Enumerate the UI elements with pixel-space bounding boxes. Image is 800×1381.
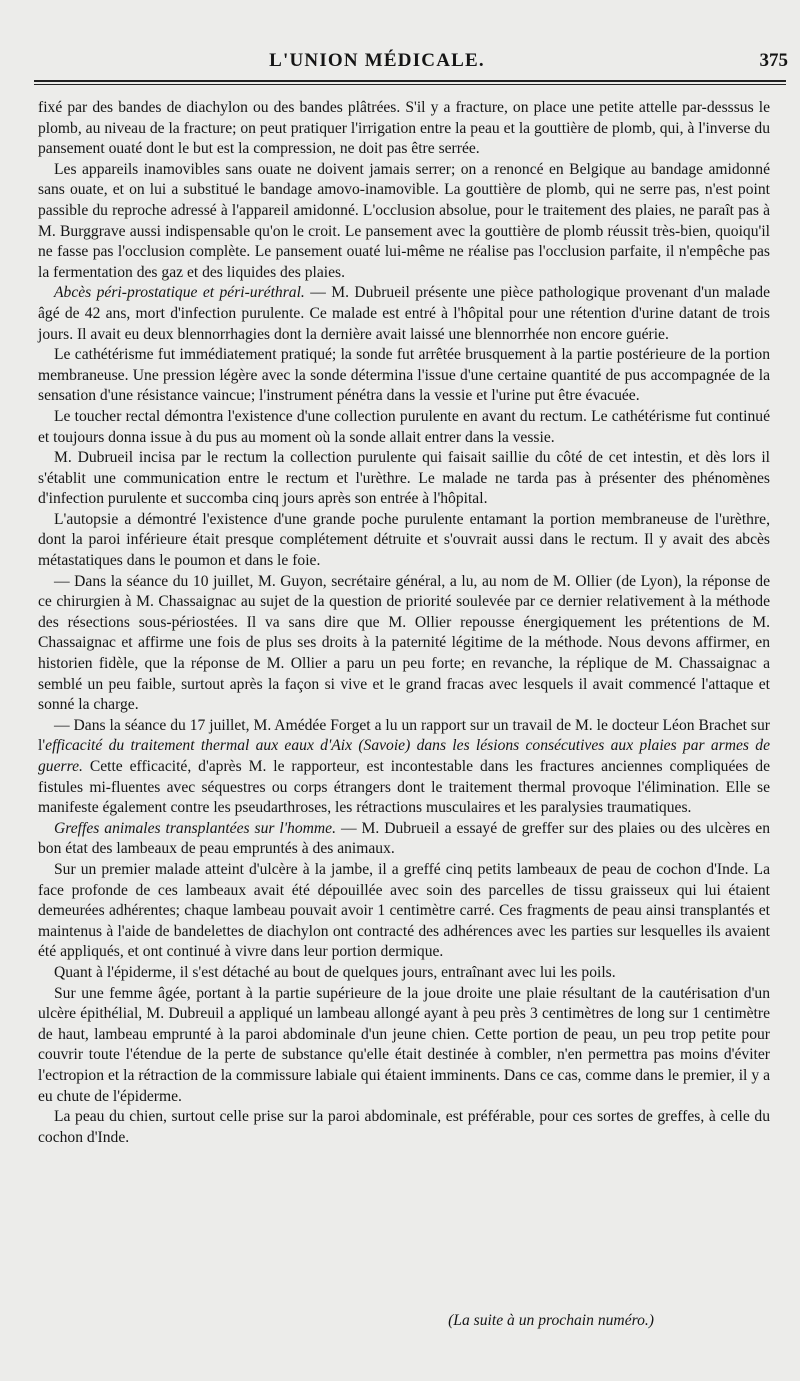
paragraph: Greffes animales transplantées sur l'homme. — M. Dubrueil a essayé de greffer sur des plaies ou des ulcères en bon état des lambeaux de peau empruntés à des animaux. <box>38 819 770 858</box>
paragraph: Abcès péri-prostatique et péri-uréthral. — M. Dubrueil présente une pièce pathologique provenant d'un malade âgé de 42 ans, mort d'infection purulente. Ce malade est entré à l'hôpital pour une rétention d'urine datant de trois jours. Il avait eu deux blennorrhagies dont la dernière avait laissé une blennorrhée non encore guérie. <box>38 284 771 343</box>
paragraph: La peau du chien, surtout celle prise sur la paroi abdominale, est préférable, pour ces sortes de greffes, à celle du cochon d'Inde. <box>38 1108 770 1146</box>
page-number: 375 <box>759 50 788 71</box>
paragraph: Le toucher rectal démontra l'existence d'une collection purulente en avant du rectum. Le cathétérisme fut continué et toujours donna issue à du pus au moment où la sonde allait entrer dans la vessie. <box>38 407 770 446</box>
paragraph: M. Dubrueil incisa par le rectum la collection purulente qui faisait saillie du côté de cet intestin, et dès lors il s'établit une communication entre le rectum et l'urèthre. Le malade ne tarda pas à présenter des phénomènes d'infection purulente et succomba cinq jours après son entrée à l'hôpital. <box>38 449 770 508</box>
paragraph: — Dans la séance du 17 juillet, M. Amédée Forget a lu un rapport sur un travail de M. le docteur Léon Brachet sur l'efficacité du traitement thermal aux eaux d'Aix (Savoie) dans les lésions consécutives aux plaies par armes de guerre. Cette efficacité, d'après M. le rapporteur, est incontestable dans les fractures anciennes compliquées de fistules mi-fluentes avec séquestres ou corps étrangers dont le traitement thermal provoque l'élimination. Elle se manifeste également contre les pseudarthroses, les rétractions musculaires et les paralysies traumatiques. <box>38 716 770 817</box>
page-header <box>36 50 788 78</box>
continuation-note: (La suite à un prochain numéro.) <box>448 1312 654 1329</box>
section-heading: Greffes animales transplantées sur l'homme. <box>54 819 336 837</box>
paragraph: Les appareils inamovibles sans ouate ne doivent jamais serrer; on a renoncé en Belgique au bandage amidonné sans ouate, et on lui a substitué le bandage amovo-inamovible. La gouttière de plomb, qui ne serre pas, n'est point passible du reproche adressé à l'appareil amidonné. L'occlusion absolue, pour le traitement des plaies, ne paraît pas à M. Burggrave aussi indispensable qu'on le croit. Le pansement avec la gouttière de plomb réussit très-bien, quoiqu'il ne fasse pas l'occlusion complète. Le pansement ouaté lui-même ne réalise pas l'occlusion parfaite, il n'empêche pas la fermentation des gaz et des liquides des plaies. <box>38 160 770 281</box>
paragraph: — Dans la séance du 10 juillet, M. Guyon, secrétaire général, a lu, au nom de M. Ollier (de Lyon), la réponse de ce chirurgien à M. Chassaignac au sujet de la question de priorité soulevée par ce dernier relativement à la méthode des résections sous-périostées. Il va sans dire que M. Ollier repousse énergiquement les prétentions de M. Chassaignac et affirme une fois de plus ses droits à la paternité légitime de la méthode. Nous devons affirmer, en historien fidèle, que la réponse de M. Ollier a paru un peu forte; en revanche, la réplique de M. Chassaignac a semblé un peu faible, surtout après la façon si vive et le grand fracas avec lesquels il avait commencé l'attaque et sonné la charge. <box>38 572 770 714</box>
cited-title: efficacité du traitement thermal aux eaux d'Aix (Savoie) dans les lésions consécutives aux plaies par armes de guerre. <box>38 737 770 775</box>
running-title: L'UNION MÉDICALE. <box>269 50 485 71</box>
header-rule-thin <box>34 84 786 85</box>
section-heading: Abcès péri-prostatique et péri-uréthral. <box>54 284 305 302</box>
header-rule-thick <box>34 80 786 82</box>
article-body <box>38 98 770 1148</box>
paragraph: Sur une femme âgée, portant à la partie supérieure de la joue droite une plaie résultant de la cautérisation d'un ulcère épithélial, M. Dubreuil a appliqué un lambeau allongé ayant à peu près 3 centimètres de long sur 1 centimètre de haut, lambeau emprunté à la paroi abdominale d'un jeune chien. Cette portion de peau, un peu trop petite pour couvrir toute l'étendue de la perte de substance qu'elle était destinée à combler, n'en permettra pas moins d'éviter l'ectropion et la rétraction de la commissure labiale qui étaient imminents. Dans ce cas, comme dans le premier, il y a eu chute de l'épiderme. <box>38 984 770 1105</box>
paragraph: fixé par des bandes de diachylon ou des bandes plâtrées. S'il y a fracture, on place une petite attelle par-desssus le plomb, au niveau de la fracture; on peut pratiquer l'irrigation entre la peau et la gouttière de plomb, qui, à l'inverse du pansement ouaté dont le but est la compression, ne doit pas être serrée. <box>38 99 770 158</box>
paragraph: Quant à l'épiderme, il s'est détaché au bout de quelques jours, entraînant avec lui les poils. <box>54 963 616 981</box>
paragraph: Sur un premier malade atteint d'ulcère à la jambe, il a greffé cinq petits lambeaux de peau de cochon d'Inde. La face profonde de ces lambeaux avait été dépouillée avec soin des parcelles de tissu graisseux qui lui étaient demeurées adhérentes; chaque lambeau pouvait avoir 1 centimètre carré. Ces fragments de peau ainsi transplantés et maintenus à l'aide de bandelettes de diachylon ont contracté des adhérences avec les parties sur lesquelles ils avaient été appliqués, et ont continué à vivre dans leur portion dermique. <box>38 860 770 961</box>
paragraph: L'autopsie a démontré l'existence d'une grande poche purulente entamant la portion membraneuse de l'urèthre, dont la paroi inférieure était presque complétement détruite et s'ouvrait aussi dans le rectum. Il y avait des abcès métastatiques dans le poumon et dans le foie. <box>38 510 770 570</box>
paragraph: Le cathétérisme fut immédiatement pratiqué; la sonde fut arrêtée brusquement à la partie postérieure de la portion membraneuse. Une pression légère avec la sonde détermina l'issue d'une certaine quantité de pus accompagnée de la sensation d'une résistance vaincue; l'instrument pénétra dans la vessie et l'urine put être évacuée. <box>38 346 770 405</box>
